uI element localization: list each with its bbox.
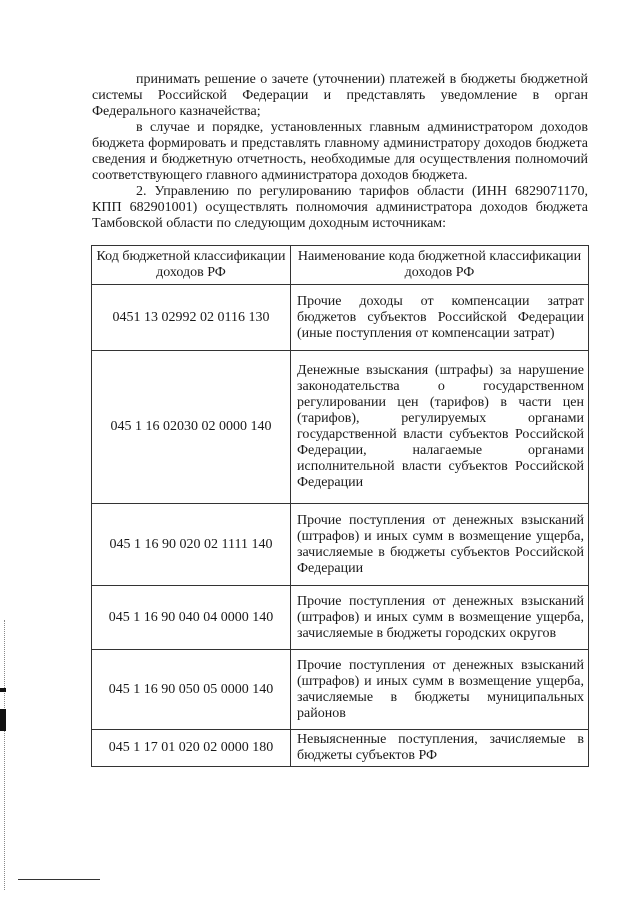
table-row — [92, 586, 589, 650]
paragraph-text: в случае и порядке, установленных главным администратором доходов бюджета формировать и представлять главному администратору доходов бюджета сведения и бюджетную отчетность, необходимые для осуществления полномочий соответствующего главного администратора доходов бюджета. — [92, 120, 588, 183]
name-cell: Денежные взыскания (штрафы) за нарушение законодательства о государственном регулировании цен (тарифов) в части цен (тарифов), регулируемых органами государственной власти субъектов Российской Федерации, налагаемые органами исполнительной власти субъектов Российской Федерации — [291, 351, 589, 504]
code-cell: 045 1 16 90 020 02 1111 140 — [92, 504, 291, 586]
paragraph-reporting — [92, 120, 588, 184]
table-row — [92, 504, 589, 586]
paragraph-text: 2. Управлению по регулированию тарифов области (ИНН 6829071170, КПП 682901001) осуществлять полномочия администратора доходов бюджета Тамбовской области по следующим доходным источникам: — [92, 184, 588, 231]
bottom-rule — [18, 879, 100, 880]
scan-margin-mark — [0, 709, 6, 731]
header-code: Код бюджетной классификации доходов РФ — [92, 246, 291, 285]
name-cell: Прочие поступления от денежных взысканий (штрафов) и иных сумм в возмещение ущерба, зачисляемые в бюджеты муниципальных районов — [291, 650, 589, 730]
name-cell: Невыясненные поступления, зачисляемые в бюджеты субъектов РФ — [291, 730, 589, 767]
paragraph-text: принимать решение о зачете (уточнении) платежей в бюджеты бюджетной системы Российской Федерации и представлять уведомление в орган Федерального казначейства; — [92, 72, 588, 119]
name-cell: Прочие поступления от денежных взысканий (штрафов) и иных сумм в возмещение ущерба, зачисляемые в бюджеты субъектов Российской Федерации — [291, 504, 589, 586]
code-cell: 045 1 16 90 040 04 0000 140 — [92, 586, 291, 650]
name-cell: Прочие поступления от денежных взысканий (штрафов) и иных сумм в возмещение ущерба, зачисляемые в бюджеты городских округов — [291, 586, 589, 650]
table-row — [92, 650, 589, 730]
header-name: Наименование кода бюджетной классификации доходов РФ — [291, 246, 589, 285]
code-cell: 045 1 17 01 020 02 0000 180 — [92, 730, 291, 767]
paragraph-continuation — [92, 72, 588, 120]
scan-margin-mark — [0, 688, 6, 692]
name-cell: Прочие доходы от компенсации затрат бюджетов субъектов Российской Федерации (иные поступления от компенсации затрат) — [291, 285, 589, 351]
code-cell: 0451 13 02992 02 0116 130 — [92, 285, 291, 351]
table-row — [92, 285, 589, 351]
table-header-row — [92, 246, 589, 285]
paragraph-item-2 — [92, 184, 588, 232]
table-row — [92, 351, 589, 504]
code-cell: 045 1 16 90 050 05 0000 140 — [92, 650, 291, 730]
revenue-codes-table — [91, 245, 589, 767]
code-cell: 045 1 16 02030 02 0000 140 — [92, 351, 291, 504]
scan-margin-dots — [4, 620, 6, 890]
table-row — [92, 730, 589, 767]
